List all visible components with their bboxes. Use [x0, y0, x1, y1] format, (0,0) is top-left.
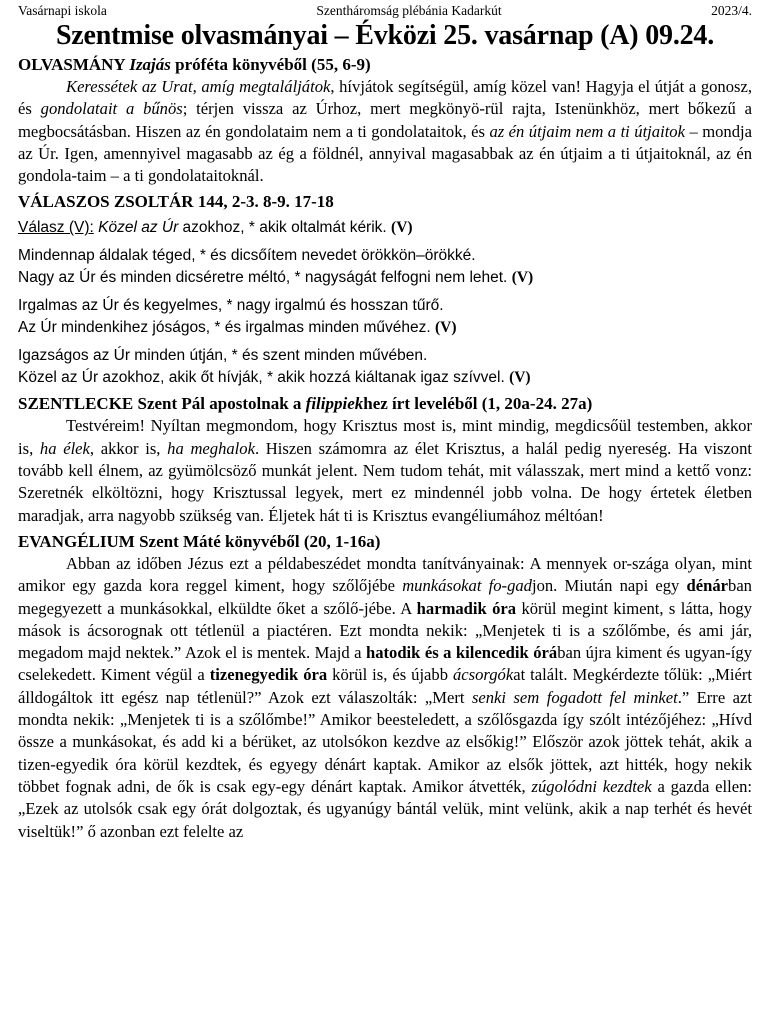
text-run: ban újra kiment és ugyan-így cselekedett. Kiment végül a [18, 643, 752, 685]
text-run: . Hiszen számomra az élet Krisztus, a halál pedig nyereség. Ha viszont tovább kell élnem, az gyümölcsöző munkát jelent. Nem tudom tehát, mit válasszak, mert mind a kettő vonz: Szeretnék elköltözni, hogy Krisztussal legyek, mert ez mindennél jobb volna. De hogy értetek életben maradjak, arra nagyobb szükség van. Éljetek hát ti is Krisztus evangéliumához méltóan! [18, 438, 752, 525]
gospel-label: EVANGÉLIUM [18, 531, 135, 551]
italic-run: senki sem fogadott fel minket [471, 687, 678, 707]
text-run: Testvéreim! Nyíltan megmondom, hogy Krisztus most is, mint mindig, megdicsőül testemben, akkor is, [18, 416, 752, 458]
reading1-source: próféta könyvéből (55, 6-9) [175, 55, 371, 74]
text-run: – mondja az Úr. Igen, amennyivel magasabb az ég a földnél, annyival magasabbak az én útjaim a ti útjaitoknál, az én gondola-taim – a ti gondolataitoknál. [18, 121, 752, 186]
italic-run: ha meghalok [167, 438, 255, 458]
text-run: körül megint kiment, s látta, hogy mások is ácsorognak ott tétlenül a piactéren. Ezt mondta nekik: „Menjetek ti is a szőlőmbe, és ami jár, megadom majd nektek.” Azok el is mentek. Majd a [18, 598, 752, 663]
psalm-stanza [18, 245, 752, 289]
psalm-response-label: Válasz (V): [18, 219, 94, 237]
psalm-v-mark: (V) [509, 369, 531, 387]
italic-run: ha élek [39, 438, 90, 458]
psalm-line: Mindennap áldalak téged, * és dicsőítem nevedet örökkön–örökké. [18, 247, 476, 265]
italic-run: az én útjaim nem a ti útjaitok [489, 121, 685, 141]
italic-run: zúgolódni kezdtek [531, 776, 652, 796]
italic-run: ácsorgók [453, 665, 514, 685]
psalm-v-mark: (V) [511, 269, 534, 287]
document-page [18, 0, 752, 843]
psalm-line-text: Közel az Úr azokhoz, akik őt hívják, * akik hozzá kiáltanak igaz szívvel. [18, 369, 505, 387]
psalm-line-text: Az Úr mindenkihez jóságos, * és irgalmas minden művéhez. [18, 319, 431, 337]
reading1-label: OLVASMÁNY [18, 55, 126, 74]
italic-run: Keressétek az Urat, amíg megtaláljátok [66, 77, 331, 96]
text-run: , hívjátok segítségül, amíg közel van! Hagyja el útját a gonosz, és [18, 77, 752, 119]
bold-run: hatodik és a kilencedik órá [365, 643, 558, 663]
psalm-line: Irgalmas az Úr és kegyelmes, * nagy irgalmú és hosszan tűrő. [18, 297, 444, 315]
psalm-stanza [18, 295, 752, 339]
text-run: körül is, és újabb [327, 665, 453, 685]
reading1-text [18, 76, 752, 187]
text-run: ban megegyezett a munkásokkal, elküldte őket a szőlő-jébe. A [18, 576, 752, 618]
italic-run: munkásokat fo-gad [402, 576, 532, 596]
gospel-text [18, 553, 752, 843]
reading2-heading [18, 393, 752, 415]
text-run: Abban az időben Jézus ezt a példabeszédet mondta tanítványainak: A mennyek or-szága olyan, mint amikor egy gazda kora reggel kiment, hogy szőlőjébe [18, 553, 752, 596]
reading2-label: SZENTLECKE [18, 394, 134, 414]
page-header [18, 3, 752, 19]
reading2-source-a: Szent Pál apostolnak a [137, 394, 306, 414]
reading2-source-b: hez írt leveléből (1, 20a-24. 27a) [363, 394, 593, 414]
psalm-response-italic: Közel az Úr [98, 219, 179, 237]
reading1-author: Izajás [129, 55, 171, 74]
psalm-response [18, 217, 752, 239]
text-run: , akkor is, [89, 438, 168, 458]
bold-run: harmadik óra [416, 598, 517, 618]
text-run: jon. Miután napi egy [531, 576, 687, 596]
bold-run: tizenegyedik óra [209, 665, 328, 685]
psalm-line-text: Nagy az Úr és minden dicséretre méltó, * nagyságát felfogni nem lehet. [18, 269, 508, 287]
bold-run: dénár [686, 576, 729, 596]
text-run: .” Erre azt mondta nekik: „Menjetek ti is a szőlőmbe!” Amikor beesteledett, a szőlősgazda így szólt intézőjéhez: „Hívd össze a munkásokat, és add ki a bérüket, az utolsókon kezdve az elsőkig!” Először azok jöttek tehát, akik a tizen-egyedik óra körül kezdtek, és egyegy dénárt kaptak. Amikor az elsők jöttek, azt hitték, hogy nekik többet fognak adni, de ők is csak egy-egy dénárt kaptak. Amikor átvették, [18, 687, 752, 796]
header-left: Vasárnapi iskola [18, 3, 107, 18]
psalm-response-text: azokhoz, * akik oltalmát kérik. [178, 219, 387, 237]
reading1-heading [18, 54, 752, 76]
italic-run: gondolatait a bűnös [40, 99, 183, 119]
text-run: a gazda ellen: „Ezek az utolsók csak egy órát dolgoztak, és ugyanúgy bántál velük, mint velünk, akik a nap terhét és hevét viseltük!” ő azonban ezt felelte az [18, 776, 752, 841]
psalm-line [18, 317, 752, 339]
psalm-line: Igazságos az Úr minden útján, * és szent minden művében. [18, 347, 428, 365]
header-center: Szentháromság plébánia Kadarkút [316, 3, 502, 18]
reading2-text [18, 415, 752, 526]
psalm-heading: VÁLASZOS ZSOLTÁR 144, 2-3. 8-9. 17-18 [18, 192, 334, 212]
psalm-response-v: (V) [391, 219, 413, 237]
gospel-source: Szent Máté könyvéből (20, 1-16a) [139, 531, 381, 551]
psalm-line [18, 267, 752, 289]
psalm-v-mark: (V) [434, 319, 457, 337]
page-title: Szentmise olvasmányai – Évközi 25. vasárnap (A) 09.24. [55, 20, 715, 51]
psalm-line [18, 367, 752, 389]
psalm-stanza [18, 345, 752, 389]
header-right: 2023/4. [711, 3, 752, 18]
text-run: at talált. Megkérdezte tőlük: „Miért álldogáltok itt egész nap tétlenül?” Azok ezt válaszolták: „Mert [18, 665, 752, 707]
reading2-source-italic: filippiek [305, 394, 364, 414]
gospel-heading [18, 531, 752, 553]
text-run: ; térjen vissza az Úrhoz, mert megkönyö-rül rajta, Istenünkhöz, mert bőkezű a megbocsátásban. Hiszen az én gondolataim nem a ti gondolataitok, és [18, 99, 752, 141]
